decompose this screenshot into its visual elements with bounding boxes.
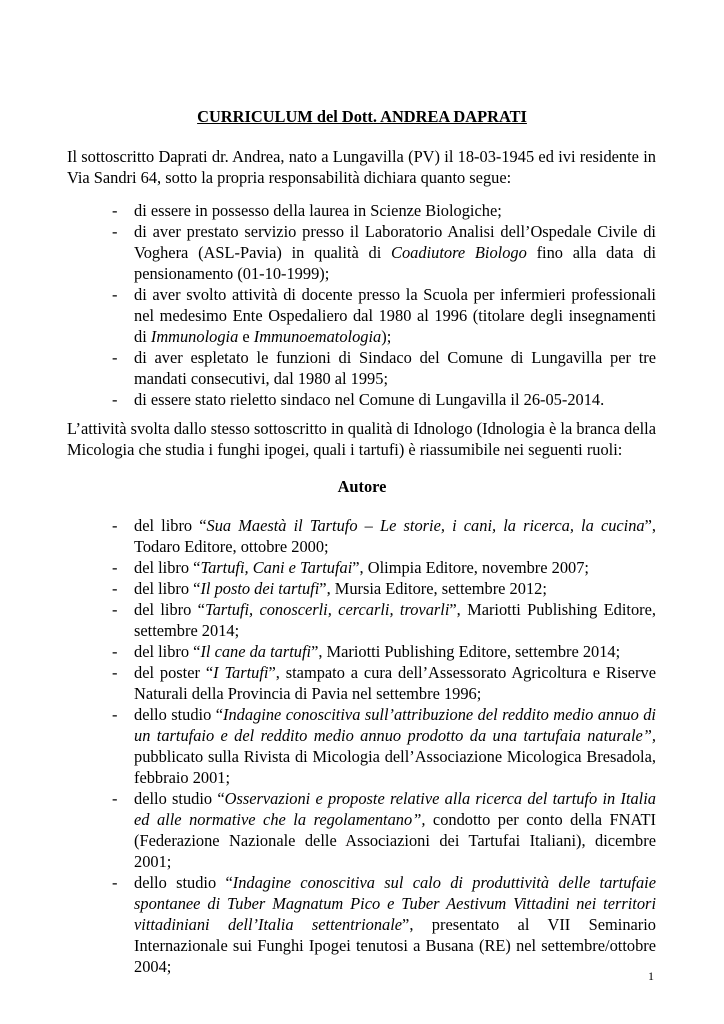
item-text: ”, stampato a cura dell’Assessorato Agricoltura e Riserve Naturali della Provincia di Pavia nel settembre 1996; — [134, 663, 656, 703]
italic-text: Indagine conoscitiva sull’attribuzione del reddito medio annuo di un tartufaio e del reddito medio annuo prodotto da una tartufaia naturale”, — [134, 705, 656, 745]
item-text: dello studio “ — [134, 705, 224, 724]
item-text: ”, Todaro Editore, ottobre 2000; — [134, 516, 657, 556]
list-item — [67, 641, 656, 662]
list-item — [67, 872, 656, 977]
item-text: del libro “ — [134, 579, 201, 598]
item-text: del libro “ — [134, 600, 205, 619]
intro-paragraph: Il sottoscritto Daprati dr. Andrea, nato a Lungavilla (PV) il 18-03-1945 ed ivi residente in Via Sandri 64, sotto la propria responsabilità dichiara quanto segue: — [67, 147, 656, 187]
list-item — [67, 662, 656, 704]
item-text: pubblicato sulla Rivista di Micologia dell’Associazione Micologica Bresadola, febbraio 2001; — [134, 747, 656, 787]
italic-text: Tartufi, conoscerli, cercarli, trovarli — [204, 600, 450, 619]
item-text: dello studio “ — [134, 873, 233, 892]
item-text: di aver prestato servizio presso il Laboratorio Analisi dell’Ospedale Civile di Voghera (ASL-Pavia) in qualità di — [134, 222, 656, 262]
italic-text: Immunoematologia — [253, 327, 382, 346]
item-text: ); — [381, 327, 392, 346]
item-text: ”, Mursia Editore, settembre 2012; — [319, 579, 547, 598]
dash-bullet: - — [112, 390, 118, 409]
dash-bullet: - — [112, 642, 118, 661]
item-text: condotto per conto della FNATI (Federazione Nazionale delle Associazioni dei Tartufai Italiani), dicembre 2001; — [134, 810, 656, 871]
italic-text: Osservazioni e proposte relative alla ricerca del tartufo in Italia ed alle normative che la regolamentano”, — [134, 789, 656, 829]
item-text: del libro “ — [134, 516, 207, 535]
list-item — [67, 200, 656, 221]
list-item — [67, 389, 656, 410]
dash-bullet: - — [112, 705, 118, 724]
item-text: ”, Olimpia Editore, novembre 2007; — [352, 558, 589, 577]
dash-bullet: - — [112, 789, 118, 808]
dash-bullet: - — [112, 558, 118, 577]
list-item — [67, 788, 656, 872]
dash-bullet: - — [112, 222, 118, 241]
list-item — [67, 599, 656, 641]
item-text: del libro “ — [134, 558, 201, 577]
list-item — [67, 221, 656, 284]
item-text: ”, Mariotti Publishing Editore, settembre 2014; — [311, 642, 621, 661]
declarations-list — [67, 200, 656, 410]
item-text: ”, Mariotti Publishing Editore, settembre 2014; — [134, 600, 657, 640]
item-text: fino alla data di pensionamento (01-10-1999); — [134, 243, 657, 283]
list-item — [67, 557, 656, 578]
item-text: di essere stato rieletto sindaco nel Comune di Lungavilla il 26-05-2014. — [134, 390, 605, 409]
dash-bullet: - — [112, 579, 118, 598]
list-item — [67, 515, 656, 557]
dash-bullet: - — [112, 201, 118, 220]
dash-bullet: - — [112, 600, 118, 619]
item-text: di aver espletato le funzioni di Sindaco del Comune di Lungavilla per tre mandati consecutivi, dal 1980 al 1995; — [134, 348, 656, 388]
italic-text: I Tartufi — [213, 663, 269, 682]
italic-text: Indagine conoscitiva sul calo di produttività delle tartufaie spontanee di Tuber Magnatum Pico e Tuber Aestivum Vittadini nei territori vittadiniani dell’Italia settentrionale — [134, 873, 656, 934]
italic-text: Il cane da tartufi — [200, 642, 312, 661]
italic-text: Tartufi, Cani e Tartufai — [200, 558, 353, 577]
document-title: CURRICULUM del Dott. ANDREA DAPRATI — [197, 107, 527, 126]
italic-text: Sua Maestà il Tartufo – Le storie, i cani, la ricerca, la cucina — [206, 516, 645, 535]
author-heading: Autore — [337, 477, 387, 496]
item-text: del libro “ — [134, 642, 201, 661]
dash-bullet: - — [112, 285, 118, 304]
item-text: ”, presentato al VII Seminario Internazionale sui Funghi Ipogei tenutosi a Busana (RE) nel settembre/ottobre 2004; — [134, 915, 656, 976]
author-list — [67, 515, 656, 977]
item-text: del poster “ — [134, 663, 214, 682]
italic-text: Immunologia — [150, 327, 239, 346]
activity-paragraph: L’attività svolta dallo stesso sottoscritto in qualità di Idnologo (Idnologia è la branca della Micologia che studia i funghi ipogei, quali i tartufi) è riassumibile nei seguenti ruoli: — [67, 419, 656, 459]
list-item — [67, 704, 656, 788]
dash-bullet: - — [112, 348, 118, 367]
dash-bullet: - — [112, 663, 118, 682]
page-number: 1 — [648, 969, 654, 983]
italic-text: Coadiutore Biologo — [391, 243, 527, 262]
dash-bullet: - — [112, 873, 118, 892]
item-text: e — [238, 327, 254, 346]
item-text: di essere in possesso della laurea in Scienze Biologiche; — [134, 201, 502, 220]
list-item — [67, 578, 656, 599]
list-item — [67, 347, 656, 389]
italic-text: Il posto dei tartufi — [200, 579, 320, 598]
list-item — [67, 284, 656, 347]
item-text: di aver svolto attività di docente presso la Scuola per infermieri professionali nel medesimo Ente Ospedaliero dal 1980 al 1996 (titolare degli insegnamenti di — [134, 285, 656, 346]
item-text: dello studio “ — [134, 789, 225, 808]
dash-bullet: - — [112, 516, 118, 535]
